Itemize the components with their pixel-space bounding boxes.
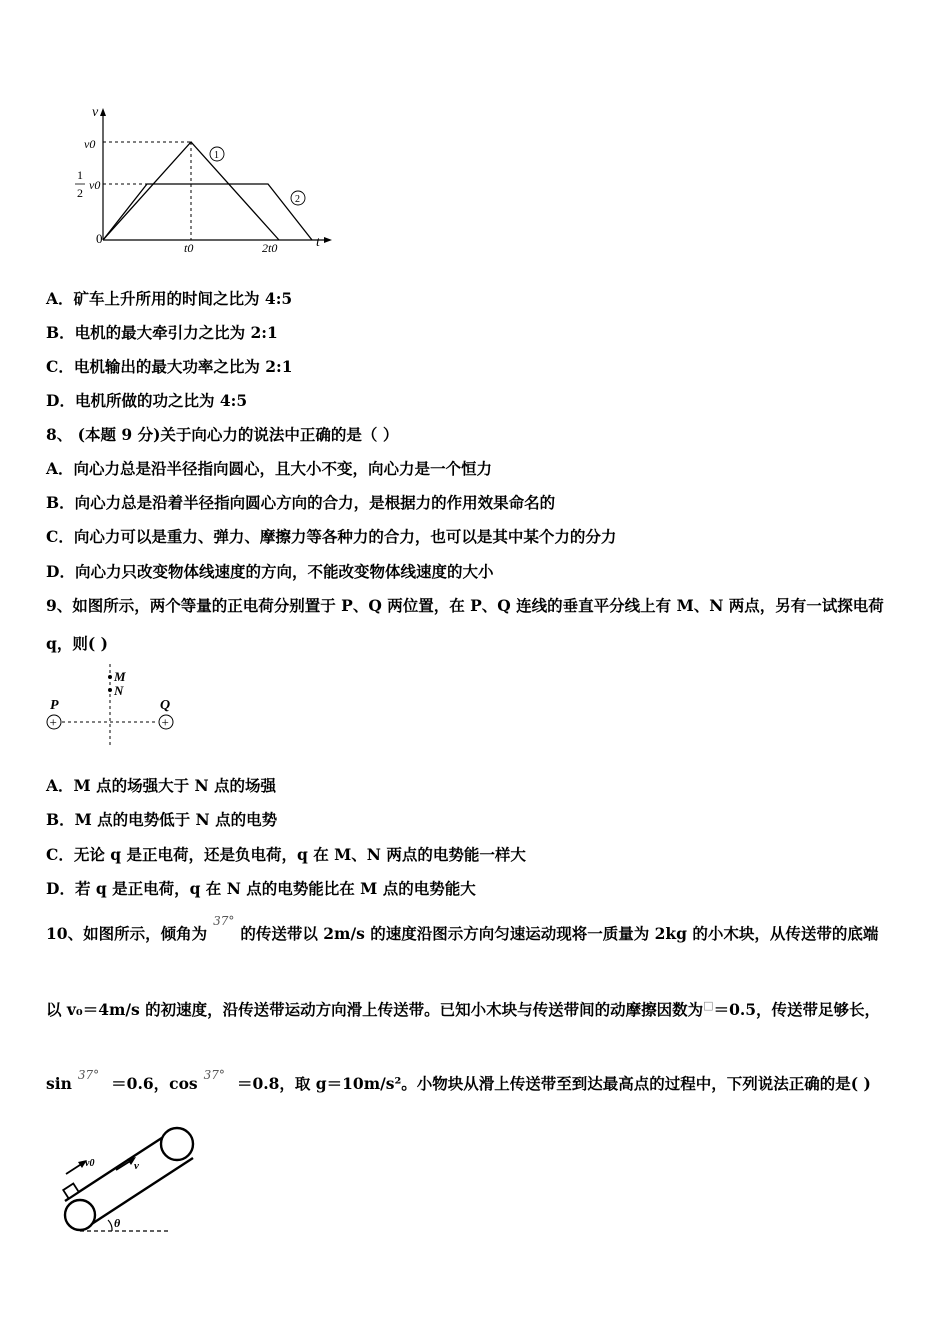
mu-symbol: □: [703, 999, 714, 1012]
sin-label: sin: [46, 1074, 72, 1093]
q7-option-a: A．矿车上升所用的时间之比为 4:5: [46, 289, 293, 308]
theta-label: θ: [114, 1216, 121, 1230]
curve-2: [103, 184, 312, 240]
q10-line1-pre: 10、如图所示，倾角为: [46, 924, 208, 943]
q9-stem-line2: q，则( ): [46, 634, 108, 653]
q7-option-b: B．电机的最大牵引力之比为 2:1: [46, 323, 278, 342]
bottom-roller: [65, 1200, 95, 1230]
curve-2-label: 2: [295, 194, 300, 205]
point-n: [108, 688, 112, 692]
q9-option-c: C．无论 q 是正电荷，还是负电荷，q 在 M、N 两点的电势能一样大: [46, 845, 526, 864]
q10-line2-text: 以 v₀＝4m/s 的初速度，沿传送带运动方向滑上传送带。已知小木块与传送带间的动摩擦因数为: [46, 1000, 704, 1019]
t-axis-label: t: [316, 235, 320, 250]
half-denominator: 2: [77, 186, 83, 200]
q9-option-d: D．若 q 是正电荷，q 在 N 点的电势能比在 M 点的电势能大: [46, 879, 476, 898]
half-numerator: 1: [77, 168, 83, 182]
q7-option-c: C．电机输出的最大功率之比为 2:1: [46, 357, 293, 376]
t-axis-arrow: [324, 237, 332, 243]
half-v0-label: v0: [89, 178, 101, 192]
charges-svg: [40, 662, 190, 748]
origin-label: 0: [96, 231, 103, 246]
curve-1-label: 1: [214, 150, 219, 161]
two-t0-label: 2t0: [262, 241, 278, 255]
theta-arc: [108, 1220, 112, 1231]
q10-line2-post: ＝0.5，传送带足够长，: [713, 1000, 881, 1019]
q9-option-a: A．M 点的场强大于 N 点的场强: [46, 776, 277, 795]
label-p: P: [50, 698, 59, 713]
conveyor-figure: [50, 1118, 210, 1238]
label-q: Q: [160, 698, 171, 713]
sin-angle: 37°: [77, 1068, 100, 1082]
charge-q-plus: +: [161, 714, 169, 730]
q8-option-a: A．向心力总是沿半径指向圆心，且大小不变，向心力是一个恒力: [46, 459, 493, 478]
q8-option-d: D．向心力只改变物体线速度的方向，不能改变物体线速度的大小: [46, 562, 494, 581]
vt-graph-svg: [70, 100, 340, 260]
cos-value: ＝0.8，取 g＝10m/s²。小物块从滑上传送带至到达最高点的过程中，下列说法正确的是( ): [236, 1074, 871, 1093]
cos-angle: 37°: [203, 1068, 225, 1082]
conveyor-svg: [50, 1118, 210, 1238]
q8-stem: 8、 (本题 9 分)关于向心力的说法中正确的是（ ）: [46, 425, 399, 444]
q10-line3: [46, 1068, 871, 1094]
q9-stem-line1: 9、如图所示，两个等量的正电荷分别置于 P、Q 两位置，在 P、Q 连线的垂直平分线上有 M、N 两点，另有一试探电荷: [46, 596, 884, 615]
vt-graph: [70, 100, 340, 260]
point-m: [108, 675, 112, 679]
top-roller: [161, 1128, 193, 1160]
label-m: M: [114, 669, 126, 684]
t0-label: t0: [184, 241, 194, 255]
q10-line1-post: 的传送带以 2m/s 的速度沿图示方向匀速运动现将一质量为 2kg 的小木块，从传送带的底端: [240, 924, 879, 943]
v0-fig-label: v0: [85, 1158, 95, 1169]
q10-line2: [46, 998, 880, 1020]
label-n: N: [114, 683, 124, 698]
v0-label: v0: [84, 137, 96, 151]
charge-p-plus: +: [49, 714, 57, 730]
q7-option-d: D．电机所做的功之比为 4:5: [46, 391, 248, 410]
v-axis-label: v: [92, 105, 99, 120]
angle-37: 37°: [213, 914, 235, 928]
charges-figure: [40, 662, 190, 748]
belt-v-label: v: [134, 1160, 139, 1172]
cos-label: cos: [169, 1074, 198, 1093]
sin-value: ＝0.6，: [111, 1074, 170, 1093]
q9-option-b: B．M 点的电势低于 N 点的电势: [46, 810, 278, 829]
q8-option-c: C．向心力可以是重力、弹力、摩擦力等各种力的合力，也可以是其中某个力的分力: [46, 527, 617, 546]
q10-line1: [46, 914, 879, 944]
q8-option-b: B．向心力总是沿着半径指向圆心方向的合力，是根据力的作用效果命名的: [46, 493, 556, 512]
v-axis-arrow: [100, 108, 106, 116]
wood-block: [63, 1184, 79, 1199]
